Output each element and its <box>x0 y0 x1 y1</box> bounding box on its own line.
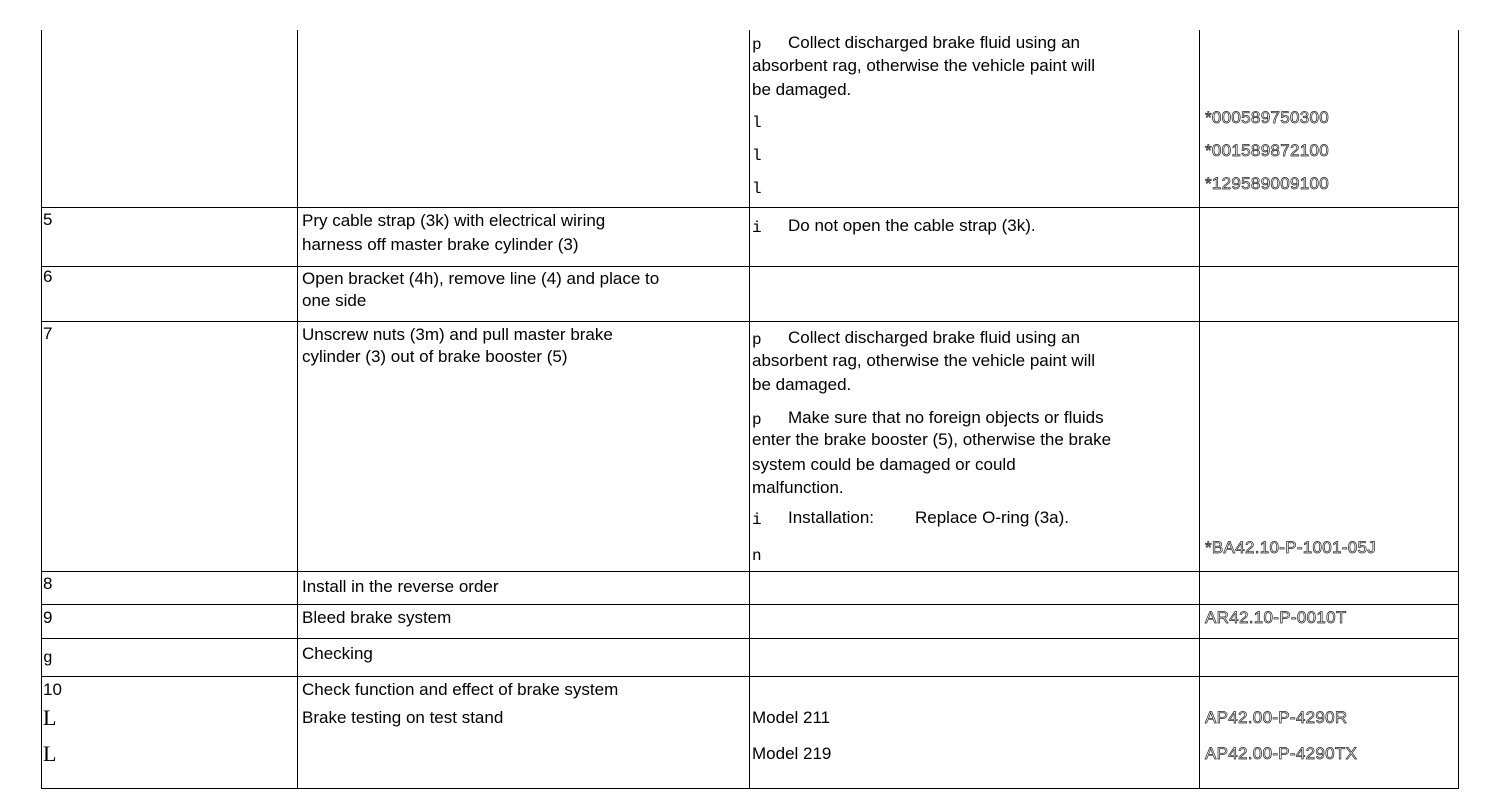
tool-symbol: l <box>752 114 762 132</box>
info-symbol: i <box>752 219 762 237</box>
step-number: 10 <box>43 680 62 699</box>
info-symbol: i <box>752 511 762 529</box>
step-number: 5 <box>43 210 53 229</box>
reference-link[interactable]: AP42.00-P-4290R <box>1205 708 1348 727</box>
prerequisite-symbol: p <box>752 36 762 54</box>
prerequisite-symbol: p <box>752 331 762 349</box>
step-text: Check function and effect of brake system <box>302 680 619 699</box>
step-text: Bleed brake system <box>302 608 452 627</box>
prerequisite-symbol: p <box>752 411 762 429</box>
note-text: be damaged. <box>752 375 852 394</box>
step-text: Install in the reverse order <box>302 577 499 596</box>
reference-link[interactable]: *BA42.10-P-1001-05J <box>1205 538 1377 557</box>
reference-link[interactable]: AP42.00-P-4290TX <box>1205 744 1358 763</box>
section-heading: Checking <box>302 644 373 663</box>
step-number: 9 <box>43 608 53 627</box>
tool-symbol: l <box>752 147 762 165</box>
note-text: absorbent rag, otherwise the vehicle paint will <box>752 351 1096 370</box>
step-number: 7 <box>43 324 53 343</box>
step-text: Unscrew nuts (3m) and pull master brake <box>302 325 613 344</box>
tool-symbol: l <box>752 180 762 198</box>
note-text: system could be damaged or could <box>752 455 1016 474</box>
tool-reference-link[interactable]: *001589872100 <box>1205 141 1329 160</box>
step-number: 8 <box>43 574 53 593</box>
reference-link[interactable]: AR42.10-P-0010T <box>1205 608 1347 627</box>
note-text: Replace O-ring (3a). <box>915 508 1070 527</box>
note-text: Make sure that no foreign objects or fluids <box>788 408 1104 427</box>
step-text: cylinder (3) out of brake booster (5) <box>302 347 568 366</box>
model-label: Model 211 <box>752 708 831 727</box>
note-text: be damaged. <box>752 80 852 99</box>
step-text: one side <box>302 291 367 310</box>
step-text: Open bracket (4h), remove line (4) and place to <box>302 269 660 288</box>
step-number: 6 <box>43 267 53 286</box>
note-text: enter the brake booster (5), otherwise the brake <box>752 430 1112 449</box>
model-symbol: L <box>43 705 57 730</box>
note-text: absorbent rag, otherwise the vehicle paint will <box>752 56 1096 75</box>
note-text: Collect discharged brake fluid using an <box>788 33 1081 52</box>
checking-symbol: g <box>43 649 53 667</box>
step-text: Pry cable strap (3k) with electrical wiring <box>302 211 606 230</box>
note-text: malfunction. <box>752 478 844 497</box>
step-text: harness off master brake cylinder (3) <box>302 235 579 254</box>
note-text: Do not open the cable strap (3k). <box>788 216 1036 235</box>
tool-reference-link[interactable]: *000589750300 <box>1205 108 1329 127</box>
tool-reference-link[interactable]: *129589009100 <box>1205 174 1329 193</box>
step-subtext: Brake testing on test stand <box>302 708 504 727</box>
model-label: Model 219 <box>752 744 832 763</box>
note-text: Collect discharged brake fluid using an <box>788 328 1081 347</box>
installation-label: Installation: <box>788 508 874 527</box>
reference-symbol: n <box>752 547 762 565</box>
model-symbol: L <box>43 741 57 766</box>
